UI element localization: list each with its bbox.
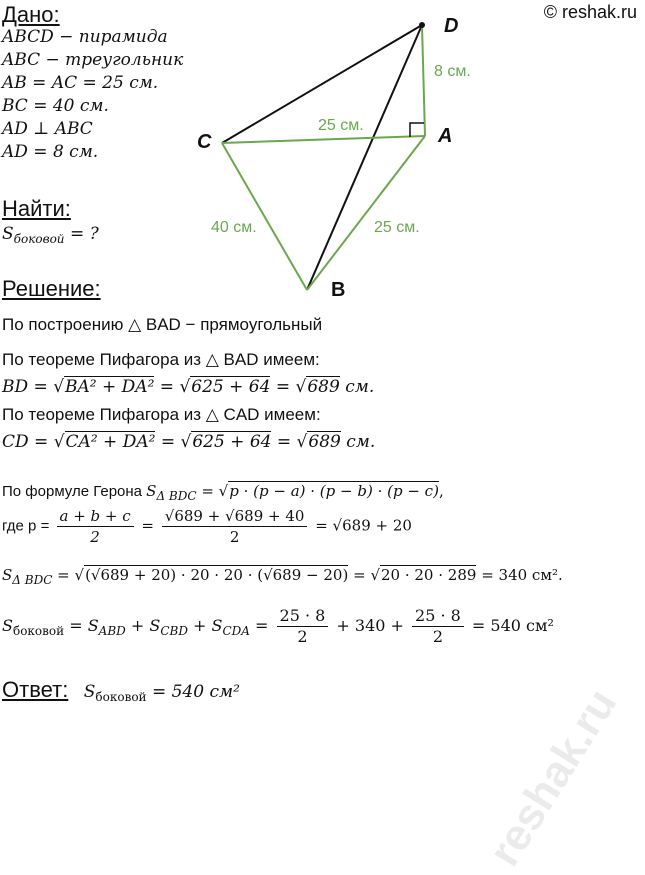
solution-line-4: По теореме Пифагора из △ CAD имеем:: [2, 405, 321, 424]
answer-heading: Ответ:: [2, 677, 69, 702]
label-ad: 8 см.: [434, 63, 471, 80]
solution-heading: Решение:: [2, 276, 101, 301]
find-s-sub: боковой: [13, 232, 65, 246]
given-heading: Дано:: [2, 2, 60, 27]
solution-line-1: По построению △ BAD − прямоугольный: [2, 315, 323, 334]
find-heading: Найти:: [2, 196, 71, 221]
label-ab: 25 см.: [374, 219, 420, 236]
watermark: reshak.ru: [479, 680, 627, 875]
edge-ad: [422, 25, 425, 136]
right-angle-mark: [410, 123, 424, 137]
given-line: BC = 40 см.: [2, 96, 109, 116]
given-line: AD = 8 см.: [2, 142, 99, 162]
vertex-d-label: D: [444, 15, 459, 37]
label-ca: 25 см.: [318, 117, 364, 134]
given-line: ABC − треугольник: [2, 50, 184, 70]
edge-ca: [222, 136, 425, 143]
given-line: ABCD − пирамида: [2, 27, 168, 47]
find-eq: = ?: [69, 224, 99, 244]
edge-ab: [307, 136, 425, 290]
vertex-b-label: B: [331, 279, 346, 300]
vertex-a-label: A: [438, 125, 453, 147]
given-line: AB = AC = 25 см.: [2, 73, 159, 93]
solution-line-3: BD = √BA² + DA² = √625 + 64 = √689 см.: [2, 377, 375, 397]
find-s: S: [2, 224, 14, 244]
solution-line-7: где p = $\frac{a + b + c}{2}$ = $\frac{√689 + √689 + 40}{2}$ = √689 + 20: [2, 507, 412, 546]
site-mark: © reshak.ru: [543, 2, 637, 22]
vertex-c-label: C: [197, 131, 212, 153]
solution-line-2: По теореме Пифагора из △ BAD имеем:: [2, 350, 320, 369]
label-cb: 40 см.: [211, 219, 257, 236]
point-d: [419, 22, 425, 28]
answer-line: Ответ: $S_{боковой} = 540$ см²: [2, 677, 240, 704]
solution-line-6: По формуле Герона $S_{\Delta BDC} = √p \cdot (p - a) \cdot (p - b) \cdot (p - c)$,: [2, 482, 444, 503]
edge-bd: [307, 25, 422, 290]
pyramid-figure: [0, 0, 645, 300]
given-line: AD ⊥ ABC: [2, 119, 93, 139]
solution-line-8: $S_{\Delta BDC} = √(√689 + 20) \cdot 20 \cdot 20 \cdot (√689 - 20) = √20 \cdot 20 \cdot 289 = 340$ см².: [2, 566, 563, 587]
solution-line-9: $S_{боковой} = S_{ABD} + S_{CBD} + S_{CDA}$ = $\frac{25 \cdot 8}{2}$ + 340 + $\frac{25 \cdot 8}{2}$ = 540 см²: [2, 606, 554, 646]
edge-cb: [222, 143, 307, 290]
solution-line-5: CD = √CA² + DA² = √625 + 64 = √689 см.: [2, 432, 376, 452]
